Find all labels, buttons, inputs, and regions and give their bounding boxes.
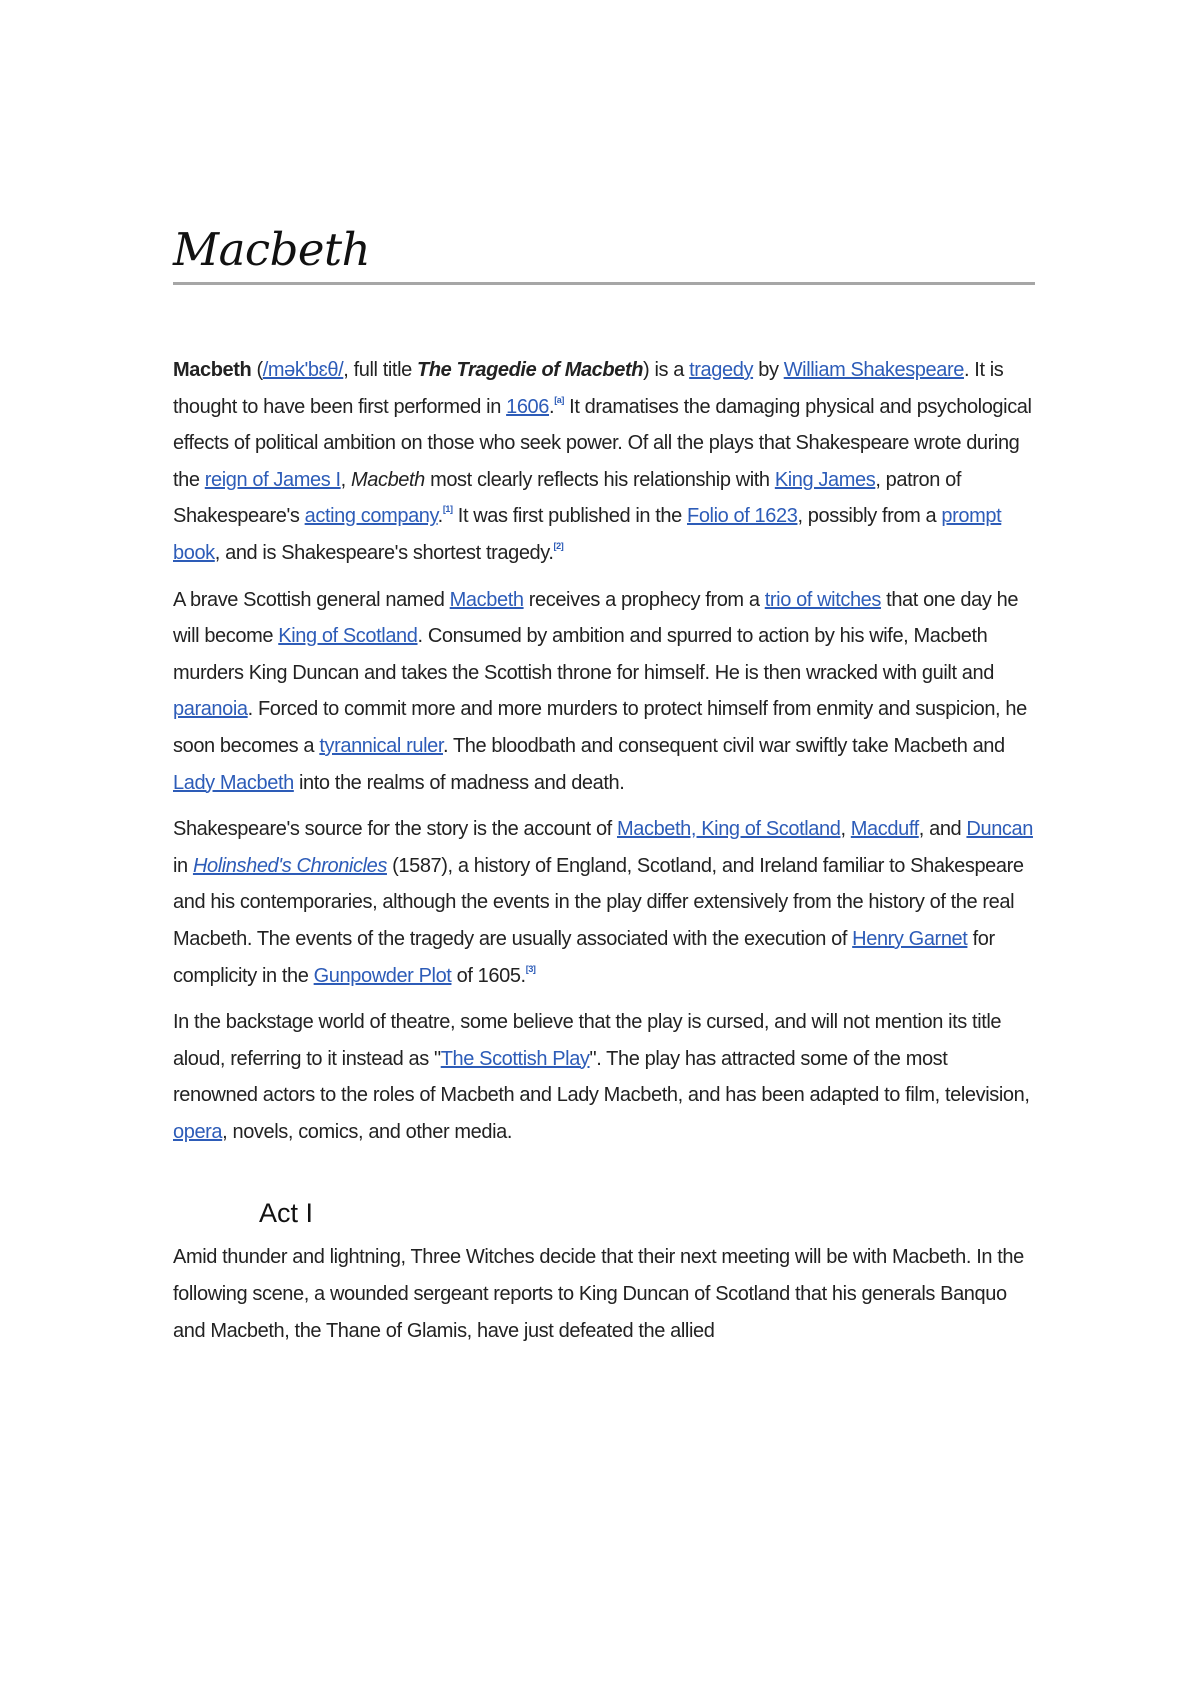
link-macbeth-king-of-scotland[interactable]: Macbeth, King of Scotland <box>616 818 841 841</box>
intro-paragraph-1: Macbeth (/mək'bɛθ/, full title The Tragedie of Macbeth) is a tragedy by William Shakespeare. It is thought to have been first performed in 1606.[a] It dramatises the damaging physical and psychological effects of political ambition on those who seek power. Of all the plays that Shakespeare wrote during the reign of James I, Macbeth most clearly reflects his relationship with King James, patron of Shakespeare's acting company.[1] It was first published in the Folio of 1623, possibly from a prompt book, and is Shakespeare's shortest tragedy.[2] <box>173 359 1032 564</box>
link-william-shakespeare[interactable]: William Shakespeare <box>783 359 964 381</box>
full-title: The Tragedie of Macbeth <box>417 359 644 381</box>
link-reign-of-james-i[interactable]: reign of James I <box>204 468 341 491</box>
link-macbeth[interactable]: Macbeth <box>449 588 524 611</box>
link-henry-garnet[interactable]: Henry Garnet <box>852 927 968 950</box>
link-acting-company[interactable]: acting company <box>304 505 438 528</box>
link-the-scottish-play[interactable]: The Scottish Play <box>440 1047 590 1070</box>
link-king-james[interactable]: King James <box>774 468 876 491</box>
intro-paragraph-3: Shakespeare's source for the story is the account of Macbeth, King of Scotland, Macduff, and Duncan in Holinshed's Chronicles (1587), a history of England, Scotland, and Ireland familiar to Shakespeare and his contemporaries, although the events in the play differ extensively from the history of the real Macbeth. The events of the tragedy are usually associated with the execution of Henry Garnet for complicity in the Gunpowder Plot of 1605.[3] <box>173 818 1033 987</box>
footnote-ref-1[interactable]: [1] <box>442 504 453 515</box>
link-1606[interactable]: 1606 <box>506 395 550 418</box>
link-folio-of-1623[interactable]: Folio of 1623 <box>687 505 798 528</box>
article <box>173 222 1035 1359</box>
link-prompt-book[interactable]: prompt book <box>173 505 1002 564</box>
act-i-paragraph-1: Amid thunder and lightning, Three Witches decide that their next meeting will be with Macbeth. In the following scene, a wounded sergeant reports to King Duncan of Scotland that his generals Banquo and Macbeth, the Thane of Glamis, have just defeated the allied <box>173 1246 1024 1342</box>
link-macduff[interactable]: Macduff <box>850 818 919 841</box>
link-paranoia[interactable]: paranoia <box>173 698 248 721</box>
link-gunpowder-plot[interactable]: Gunpowder Plot <box>313 964 452 987</box>
pronunciation-link[interactable]: /mək'bɛθ/ <box>262 359 344 381</box>
intro-paragraph-2: A brave Scottish general named Macbeth receives a prophecy from a trio of witches that one day he will become King of Scotland. Consumed by ambition and spurred to action by his wife, Macbeth murders King Duncan and takes the Scottish throne for himself. He is then wracked with guilt and paranoia. Forced to commit more and more murders to protect himself from enmity and suspicion, he soon becomes a tyrannical ruler. The bloodbath and consequent civil war swiftly take Macbeth and Lady Macbeth into the realms of madness and death. <box>173 588 1027 794</box>
section-heading-act-i: Act I <box>259 1198 314 1229</box>
link-opera[interactable]: opera <box>173 1120 223 1143</box>
link-king-of-scotland[interactable]: King of Scotland <box>278 625 418 648</box>
link-tragedy[interactable]: tragedy <box>689 359 754 381</box>
link-trio-of-witches[interactable]: trio of witches <box>764 588 882 611</box>
page-title: Macbeth <box>173 223 371 276</box>
link-holinsheds-chronicles[interactable]: Holinshed's Chronicles <box>192 854 387 877</box>
footnote-ref-a[interactable]: [a] <box>554 394 564 405</box>
footnote-ref-2[interactable]: [2] <box>553 540 564 551</box>
lead-term: Macbeth <box>173 359 252 381</box>
link-duncan[interactable]: Duncan <box>966 818 1033 841</box>
link-tyrannical-ruler[interactable]: tyrannical ruler <box>319 734 443 757</box>
footnote-ref-3[interactable]: [3] <box>525 963 536 974</box>
title-divider <box>173 282 1035 285</box>
link-lady-macbeth[interactable]: Lady Macbeth <box>173 771 294 794</box>
intro-paragraph-4: In the backstage world of theatre, some believe that the play is cursed, and will not mention its title aloud, referring to it instead as "The Scottish Play". The play has attracted some of the most renowned actors to the roles of Macbeth and Lady Macbeth, and has been adapted to film, television, opera, novels, comics, and other media. <box>173 1011 1030 1143</box>
